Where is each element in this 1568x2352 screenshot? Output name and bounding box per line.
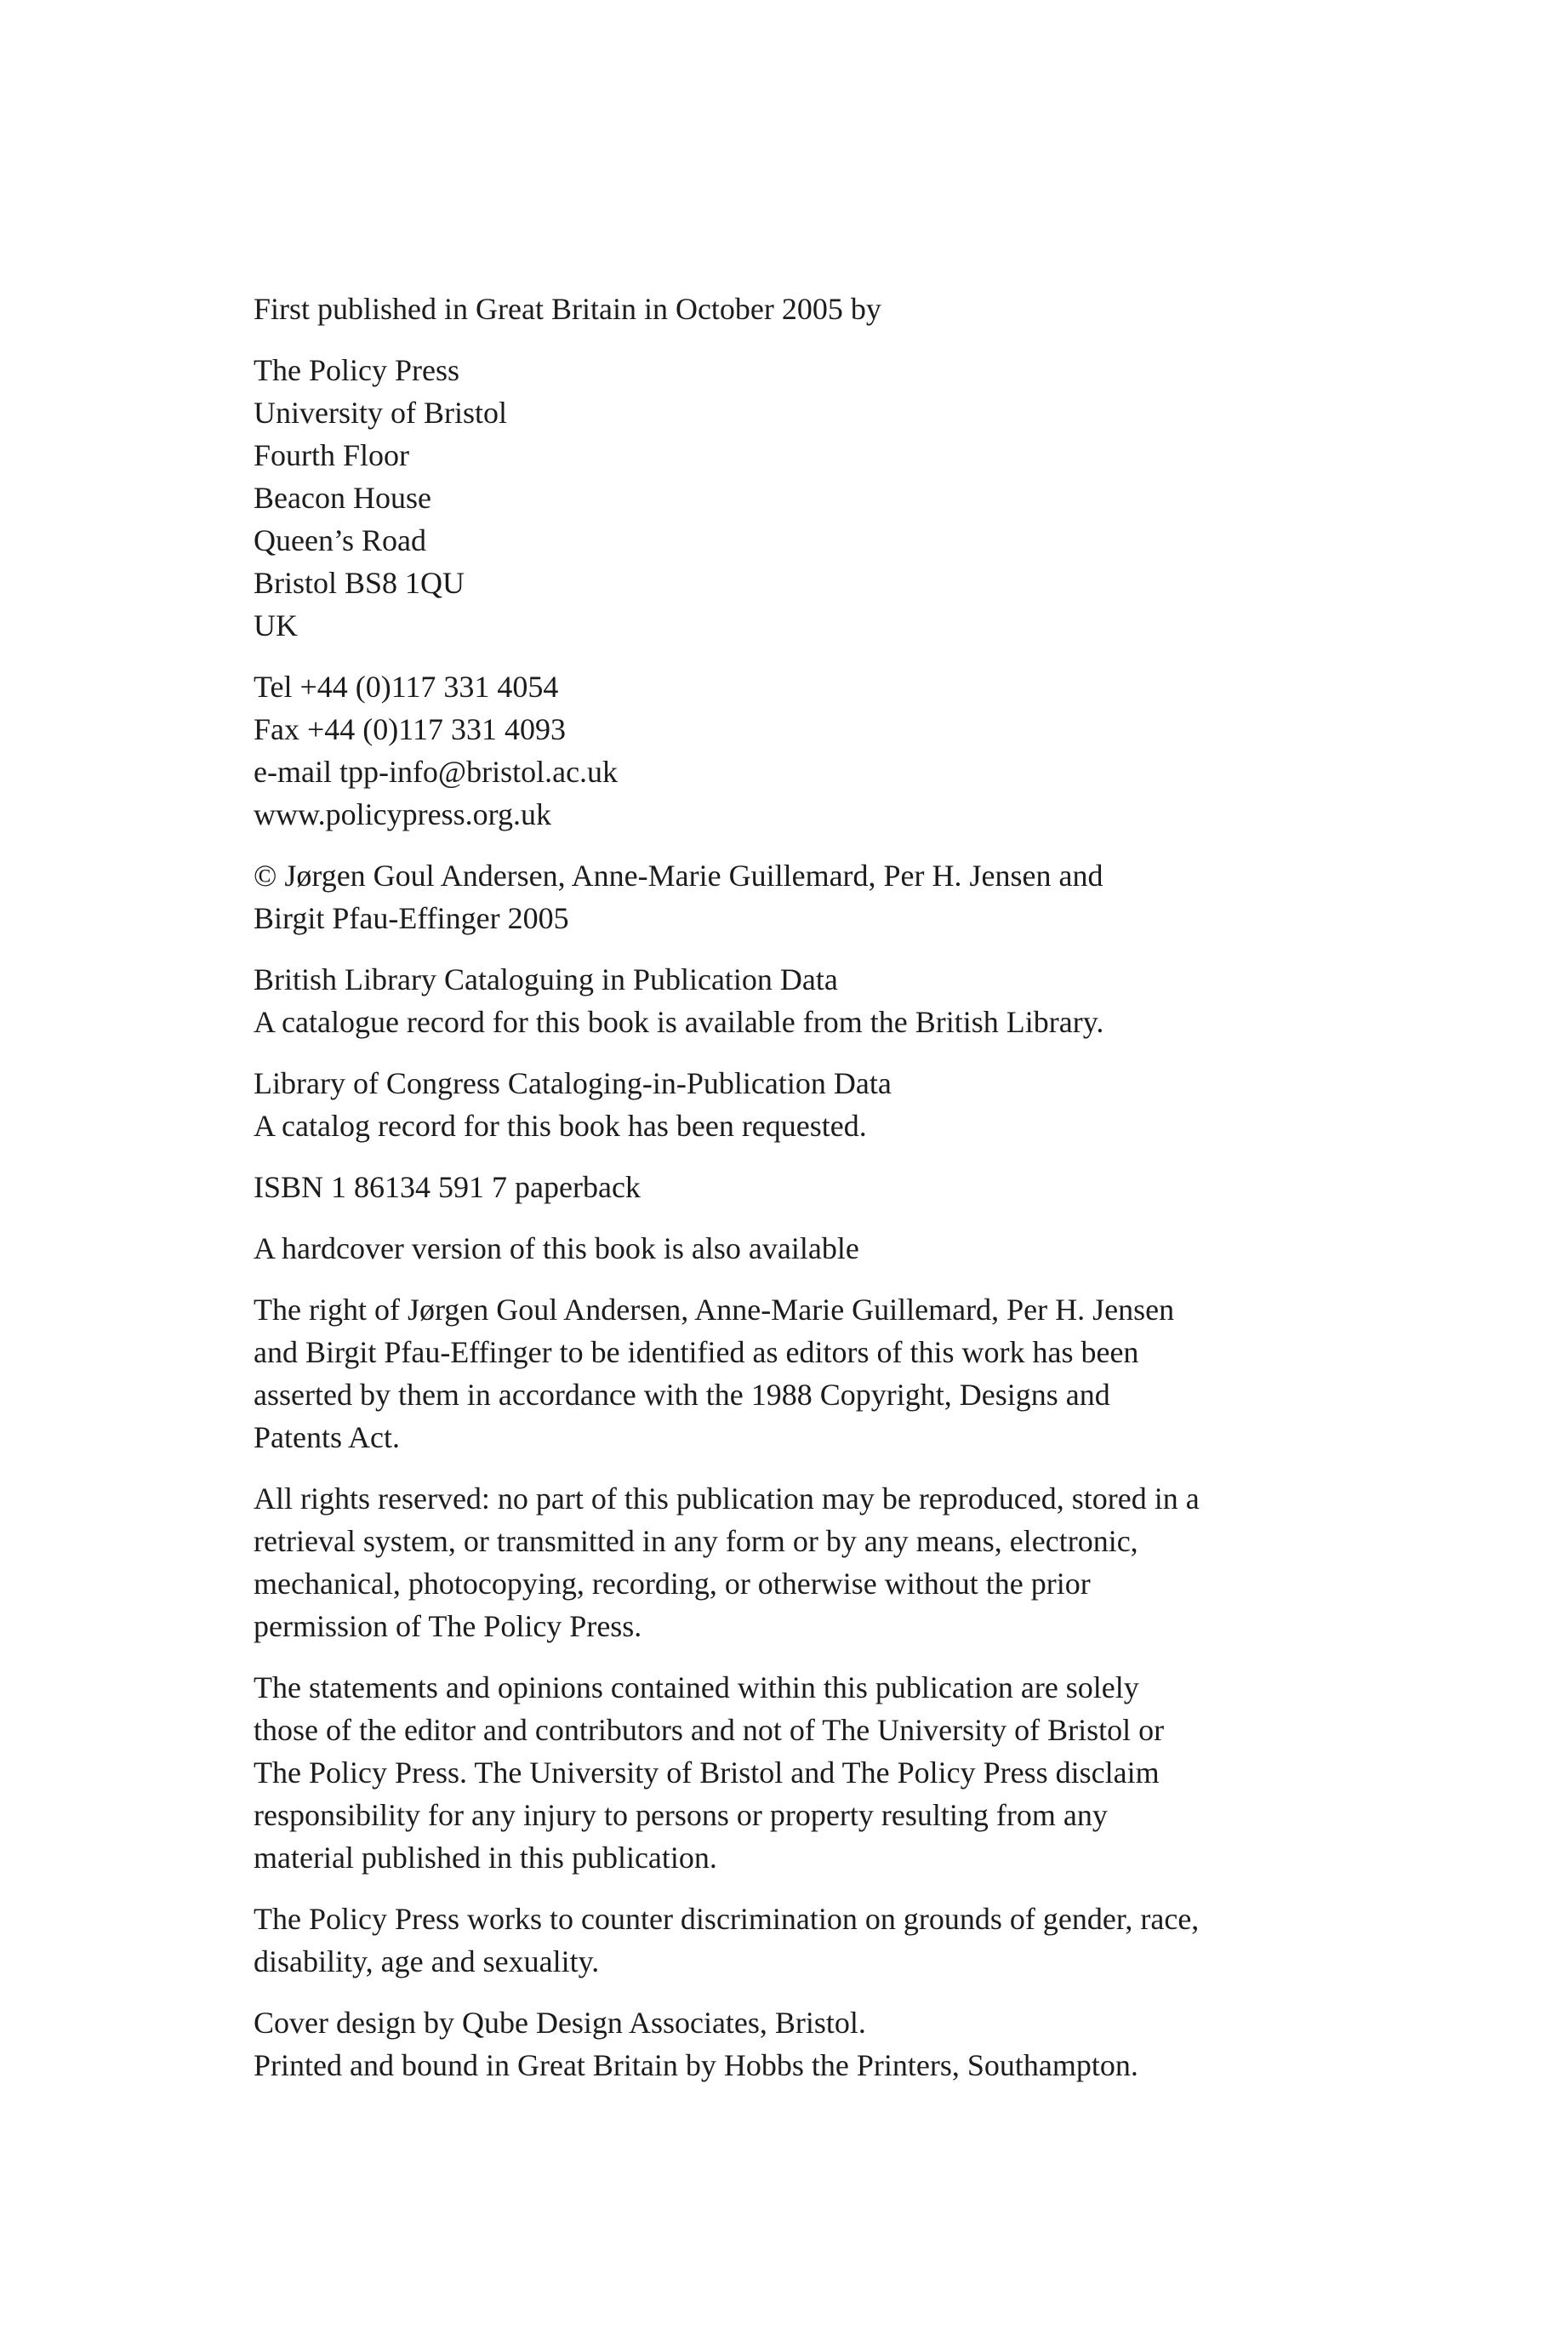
paragraph-line: and Birgit Pfau-Effinger to be identified as editors of this work has been (254, 1335, 1139, 1369)
paragraph-line: All rights reserved: no part of this publication may be reproduced, stored in a (254, 1481, 1200, 1516)
publisher-email: e-mail tpp-info@bristol.ac.uk (254, 755, 619, 789)
british-library-block (254, 958, 1360, 1043)
editors-right-paragraph (254, 1288, 1360, 1459)
publisher-website: www.policypress.org.uk (254, 797, 551, 831)
paragraph-line: The right of Jørgen Goul Andersen, Anne-Marie Guillemard, Per H. Jensen (254, 1293, 1175, 1327)
publisher-telephone: Tel +44 (0)117 331 4054 (254, 670, 559, 704)
credits-block (254, 2001, 1360, 2087)
british-library-heading: British Library Cataloguing in Publication Data (254, 962, 838, 996)
publisher-country: UK (254, 608, 298, 642)
isbn-block (254, 1166, 1360, 1208)
copyright-notice-block (254, 854, 1360, 939)
publisher-building: Beacon House (254, 481, 431, 515)
hardcover-note: A hardcover version of this book is also available (254, 1231, 859, 1265)
equality-statement-paragraph (254, 1898, 1360, 1983)
paragraph-line: asserted by them in accordance with the 1988 Copyright, Designs and (254, 1378, 1110, 1412)
paragraph-line: The Policy Press works to counter discrimination on grounds of gender, race, (254, 1902, 1200, 1936)
library-of-congress-block (254, 1062, 1360, 1147)
cover-design-credit: Cover design by Qube Design Associates, Bristol. (254, 2006, 866, 2040)
first-published-block (254, 288, 1360, 330)
disclaimer-paragraph (254, 1666, 1360, 1879)
paragraph-line: Patents Act. (254, 1420, 400, 1454)
british-library-record: A catalogue record for this book is available from the British Library. (254, 1005, 1104, 1039)
rights-reserved-paragraph (254, 1477, 1360, 1647)
paragraph-line: permission of The Policy Press. (254, 1609, 642, 1643)
first-published-line: First published in Great Britain in October 2005 by (254, 292, 881, 326)
publisher-floor: Fourth Floor (254, 438, 410, 472)
paragraph-line: mechanical, photocopying, recording, or otherwise without the prior (254, 1567, 1091, 1601)
publisher-street: Queen’s Road (254, 523, 426, 557)
publisher-address-block (254, 349, 1360, 647)
paragraph-line: retrieval system, or transmitted in any form or by any means, electronic, (254, 1524, 1138, 1558)
paragraph-line: disability, age and sexuality. (254, 1944, 600, 1978)
isbn-line: ISBN 1 86134 591 7 paperback (254, 1170, 641, 1204)
paragraph-line: those of the editor and contributors and not of The University of Bristol or (254, 1713, 1165, 1747)
paragraph-line: material published in this publication. (254, 1841, 717, 1875)
publisher-institution: University of Bristol (254, 396, 507, 430)
copyright-page (254, 288, 1360, 2105)
hardcover-block (254, 1227, 1360, 1270)
paragraph-line: responsibility for any injury to persons or property resulting from any (254, 1798, 1108, 1832)
publisher-city-postcode: Bristol BS8 1QU (254, 566, 465, 600)
publisher-contact-block (254, 665, 1360, 836)
paragraph-line: The statements and opinions contained within this publication are solely (254, 1670, 1139, 1704)
copyright-line: © Jørgen Goul Andersen, Anne-Marie Guillemard, Per H. Jensen and (254, 859, 1103, 893)
library-of-congress-heading: Library of Congress Cataloging-in-Publication Data (254, 1066, 892, 1100)
publisher-name: The Policy Press (254, 353, 459, 387)
copyright-line: Birgit Pfau-Effinger 2005 (254, 901, 569, 935)
printer-credit: Printed and bound in Great Britain by Hobbs the Printers, Southampton. (254, 2048, 1138, 2082)
publisher-fax: Fax +44 (0)117 331 4093 (254, 712, 566, 746)
paragraph-line: The Policy Press. The University of Bristol and The Policy Press disclaim (254, 1755, 1160, 1790)
library-of-congress-record: A catalog record for this book has been requested. (254, 1109, 867, 1143)
